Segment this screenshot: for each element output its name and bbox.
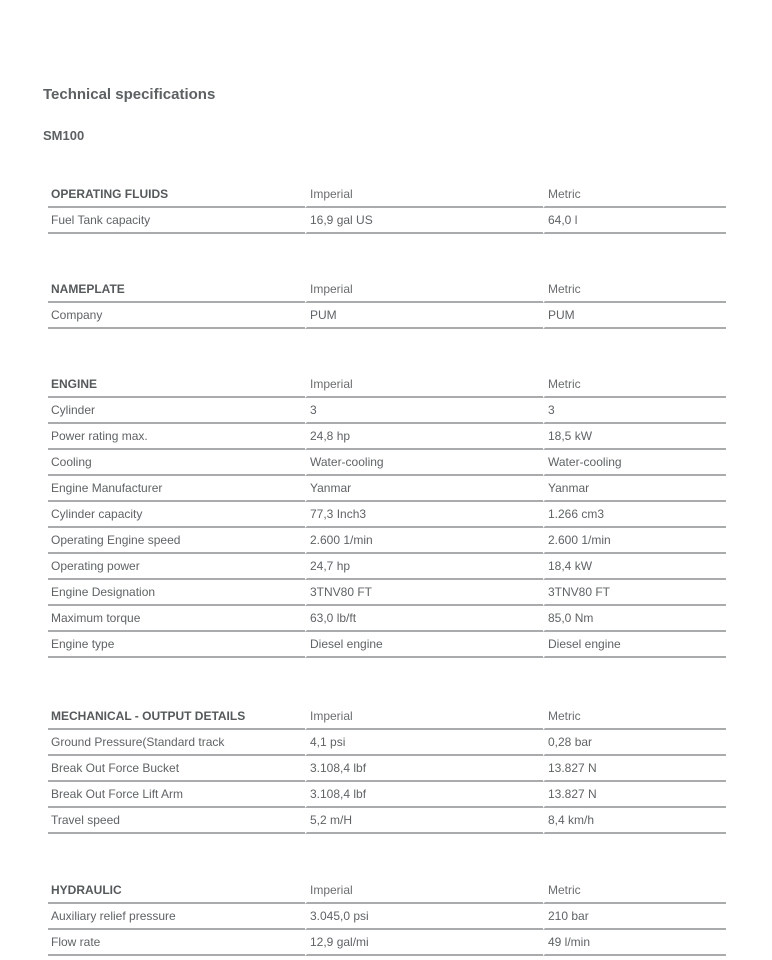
metric-column-header: Metric [543, 372, 726, 398]
metric-value: 18,4 kW [543, 554, 726, 580]
metric-value: 8,4 km/h [543, 808, 726, 834]
imperial-value: 5,2 m/H [305, 808, 543, 834]
imperial-value: 3 [305, 398, 543, 424]
table-row [48, 398, 726, 424]
spec-name: Company [48, 303, 305, 329]
spec-name: Break Out Force Lift Arm [48, 782, 305, 808]
imperial-value: 24,7 hp [305, 554, 543, 580]
metric-column-header: Metric [543, 182, 726, 208]
table-row [48, 208, 726, 234]
spec-name: Cooling [48, 450, 305, 476]
imperial-value: 3TNV80 FT [305, 580, 543, 606]
nameplate-table [48, 277, 726, 329]
spec-name: Engine Designation [48, 580, 305, 606]
table-row [48, 904, 726, 930]
spec-name: Operating power [48, 554, 305, 580]
table-row [48, 476, 726, 502]
spec-name: Ground Pressure(Standard track [48, 730, 305, 756]
imperial-value: 3.108,4 lbf [305, 782, 543, 808]
spec-name: Break Out Force Bucket [48, 756, 305, 782]
spec-name: Travel speed [48, 808, 305, 834]
metric-value: 210 bar [543, 904, 726, 930]
table-row [48, 528, 726, 554]
metric-value: 3 [543, 398, 726, 424]
metric-value: 49 l/min [543, 930, 726, 956]
imperial-value: Yanmar [305, 476, 543, 502]
section-heading: OPERATING FLUIDS [48, 182, 305, 208]
spec-name: Auxiliary relief pressure [48, 904, 305, 930]
table-row [48, 502, 726, 528]
imperial-value: 4,1 psi [305, 730, 543, 756]
imperial-column-header: Imperial [305, 182, 543, 208]
imperial-value: 2.600 1/min [305, 528, 543, 554]
imperial-column-header: Imperial [305, 704, 543, 730]
metric-value: 1.266 cm3 [543, 502, 726, 528]
imperial-value: 12,9 gal/mi [305, 930, 543, 956]
model-name: SM100 [43, 128, 85, 143]
spec-name: Cylinder capacity [48, 502, 305, 528]
spec-name: Engine type [48, 632, 305, 658]
metric-column-header: Metric [543, 704, 726, 730]
section-heading: ENGINE [48, 372, 305, 398]
engine-table [48, 372, 726, 658]
table-header-row [48, 182, 726, 208]
metric-value: Yanmar [543, 476, 726, 502]
imperial-column-header: Imperial [305, 277, 543, 303]
spec-name: Maximum torque [48, 606, 305, 632]
table-header-row [48, 277, 726, 303]
table-header-row [48, 704, 726, 730]
imperial-value: 77,3 Inch3 [305, 502, 543, 528]
imperial-value: 24,8 hp [305, 424, 543, 450]
metric-value: 0,28 bar [543, 730, 726, 756]
table-row [48, 930, 726, 956]
table-row [48, 580, 726, 606]
spec-name: Operating Engine speed [48, 528, 305, 554]
metric-value: 64,0 l [543, 208, 726, 234]
imperial-column-header: Imperial [305, 878, 543, 904]
imperial-value: Water-cooling [305, 450, 543, 476]
imperial-value: 3.045,0 psi [305, 904, 543, 930]
metric-value: Diesel engine [543, 632, 726, 658]
metric-value: 85,0 Nm [543, 606, 726, 632]
section-heading: HYDRAULIC [48, 878, 305, 904]
metric-value: 18,5 kW [543, 424, 726, 450]
imperial-value: Diesel engine [305, 632, 543, 658]
metric-value: 13.827 N [543, 782, 726, 808]
section-heading: MECHANICAL - OUTPUT DETAILS [48, 704, 305, 730]
table-row [48, 782, 726, 808]
table-row [48, 450, 726, 476]
table-row [48, 808, 726, 834]
mechanical-output-table [48, 704, 726, 834]
table-row [48, 424, 726, 450]
table-row [48, 756, 726, 782]
spec-name: Engine Manufacturer [48, 476, 305, 502]
imperial-column-header: Imperial [305, 372, 543, 398]
spec-name: Power rating max. [48, 424, 305, 450]
operating-fluids-table [48, 182, 726, 234]
table-row [48, 554, 726, 580]
imperial-value: 16,9 gal US [305, 208, 543, 234]
table-row [48, 730, 726, 756]
table-row [48, 632, 726, 658]
imperial-value: 63,0 lb/ft [305, 606, 543, 632]
metric-value: 3TNV80 FT [543, 580, 726, 606]
metric-column-header: Metric [543, 277, 726, 303]
table-row [48, 303, 726, 329]
table-row [48, 606, 726, 632]
imperial-value: 3.108,4 lbf [305, 756, 543, 782]
table-header-row [48, 372, 726, 398]
metric-value: 2.600 1/min [543, 528, 726, 554]
metric-value: 13.827 N [543, 756, 726, 782]
metric-column-header: Metric [543, 878, 726, 904]
imperial-value: PUM [305, 303, 543, 329]
hydraulic-table [48, 878, 726, 956]
metric-value: PUM [543, 303, 726, 329]
table-header-row [48, 878, 726, 904]
section-heading: NAMEPLATE [48, 277, 305, 303]
page-title: Technical specifications [43, 86, 216, 103]
metric-value: Water-cooling [543, 450, 726, 476]
spec-name: Cylinder [48, 398, 305, 424]
spec-name: Flow rate [48, 930, 305, 956]
spec-name: Fuel Tank capacity [48, 208, 305, 234]
